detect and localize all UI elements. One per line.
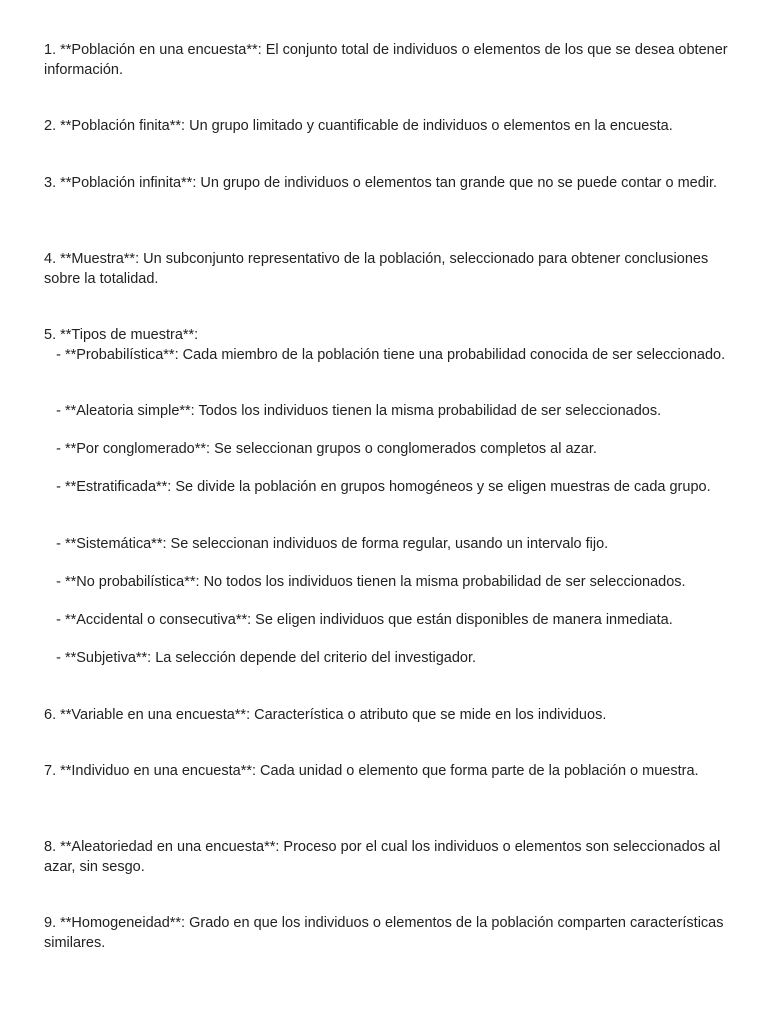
definition-poblacion: 1. **Población en una encuesta**: El conjunto total de individuos o elementos de los que se desea obtener información.: [44, 42, 732, 78]
subitem-estratificada: - **Estratificada**: Se divide la población en grupos homogéneos y se eligen muestras de cada grupo.: [44, 479, 711, 495]
definition-muestra: 4. **Muestra**: Un subconjunto representativo de la población, seleccionado para obtener conclusiones sobre la totalidad.: [44, 251, 713, 287]
subitem-aleatoria-simple: - **Aleatoria simple**: Todos los individuos tienen la misma probabilidad de ser seleccionados.: [44, 403, 662, 419]
subitem-sistematica: - **Sistemática**: Se seleccionan individuos de forma regular, usando un intervalo fijo.: [44, 536, 609, 552]
definition-poblacion-finita: 2. **Población finita**: Un grupo limitado y cuantificable de individuos o elementos en la encuesta.: [44, 118, 673, 134]
definition-tipos-de-muestra: 5. **Tipos de muestra**: - **Probabilística**: Cada miembro de la población tiene una probabilidad conocida de ser seleccionado.: [44, 327, 726, 363]
subitem-accidental: - **Accidental o consecutiva**: Se eligen individuos que están disponibles de manera inmediata.: [44, 612, 673, 628]
subitem-no-probabilistica: - **No probabilística**: No todos los individuos tienen la misma probabilidad de ser seleccionados.: [44, 574, 686, 590]
subitem-subjetiva: - **Subjetiva**: La selección depende del criterio del investigador.: [44, 650, 477, 666]
definition-aleatoriedad: 8. **Aleatoriedad en una encuesta**: Proceso por el cual los individuos o elementos son seleccionados al azar, sin sesgo.: [44, 839, 725, 875]
definition-poblacion-infinita: 3. **Población infinita**: Un grupo de individuos o elementos tan grande que no se puede contar o medir.: [44, 175, 718, 191]
subitem-por-conglomerado: - **Por conglomerado**: Se seleccionan grupos o conglomerados completos al azar.: [44, 441, 597, 457]
definition-individuo: 7. **Individuo en una encuesta**: Cada unidad o elemento que forma parte de la población o muestra.: [44, 763, 699, 779]
definition-variable: 6. **Variable en una encuesta**: Característica o atributo que se mide en los individuos.: [44, 707, 607, 723]
definition-homogeneidad: 9. **Homogeneidad**: Grado en que los individuos o elementos de la población comparten características similares.: [44, 915, 728, 951]
